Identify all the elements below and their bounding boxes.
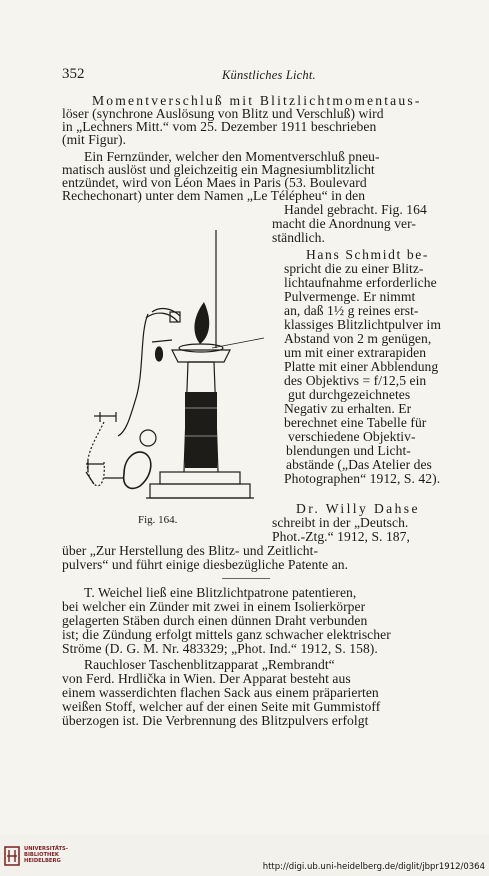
text-line: Negativ zu erhalten. Er — [284, 401, 412, 416]
text-line: gelagerten Stäben durch einen dünnen Draht verbunden — [62, 613, 368, 628]
running-head: Künstliches Licht. — [222, 68, 316, 82]
text-line: Momentverschluß mit Blitzlichtmomentaus- — [92, 93, 422, 108]
text-line: Pulvermenge. Er nimmt — [284, 289, 416, 304]
library-name: UNIVERSITÄTS- BIBLIOTHEK HEIDELBERG — [24, 846, 68, 864]
text-line: verschiedene Objektiv- — [288, 429, 416, 444]
permalink-url[interactable]: http://digi.ub.uni-heidelberg.de/diglit/jbpr1912/0364 — [262, 862, 485, 872]
text-line: ist; die Zündung erfolgt mittels ganz schwacher elektrischer — [62, 627, 391, 642]
flame-icon — [194, 302, 209, 344]
text-line: von Ferd. Hrdlička in Wien. Der Apparat besteht aus — [62, 671, 351, 686]
text-line: (mit Figur). — [62, 132, 127, 147]
text-line: Handel gebracht. Fig. 164 — [284, 202, 427, 217]
page-number: 352 — [62, 66, 85, 82]
text-line: Hans Schmidt be- — [306, 247, 430, 262]
text-line: einem wasserdichten flachen Sack aus einem präparierten — [62, 685, 379, 700]
text-line: berechnet eine Tabelle für — [284, 415, 427, 430]
text-line: Phot.-Ztg.“ 1912, S. 187, — [272, 529, 410, 544]
text-line: Abstand von 2 m genügen, — [284, 331, 432, 346]
text-line: Photographen“ 1912, S. 42). — [284, 471, 441, 486]
text-line: Dr. Willy Dahse — [296, 501, 420, 516]
text-line: matisch auslöst und gleichzeitig ein Magnesiumblitzlicht — [62, 162, 375, 177]
text-line: pulvers“ und führt einige diesbezügliche Patente an. — [62, 557, 349, 572]
text-line: an, daß 1½ g reines erst- — [284, 303, 419, 318]
text-line: des Objektivs = f/12,5 ein — [284, 373, 427, 388]
text-line: Rechechonart) unter dem Namen „Le Télépheu“ in den — [62, 188, 366, 203]
text-line: schreibt in der „Deutsch. — [272, 515, 409, 530]
text-line: entzündet, wird von Léon Maes in Paris (53. Boulevard — [62, 175, 367, 190]
text-line: klassiges Blitzlichtpulver im — [284, 317, 442, 332]
section-divider — [222, 578, 270, 579]
library-logo-icon — [4, 844, 20, 868]
text-line: gut durchgezeichnetes — [288, 387, 411, 402]
text-line: ständlich. — [272, 230, 325, 245]
text-line: Ströme (D. G. M. Nr. 483329; „Phot. Ind.“ 1912, S. 158). — [62, 641, 378, 656]
digitization-footer — [0, 834, 489, 876]
text-line: löser (synchrone Auslösung von Blitz und Verschluß) wird — [62, 106, 384, 121]
text-line: blendungen und Licht- — [286, 443, 411, 458]
text-line: über „Zur Herstellung des Blitz- und Zeitlicht- — [62, 543, 319, 558]
text-line: weißen Stoff, welcher auf der einen Seite mit Gummistoff — [62, 699, 381, 714]
text-line: bei welcher ein Zünder mit zwei in einem Isolierkörper — [62, 599, 366, 614]
text-line: Platte mit einer Abblendung — [284, 359, 439, 374]
text-line: Rauchloser Taschenblitzapparat „Rembrandt“ — [84, 657, 335, 672]
text-line: lichtaufnahme erforderliche — [284, 275, 437, 290]
text-line: überzogen ist. Die Verbrennung des Blitzpulvers erfolgt — [62, 713, 369, 728]
text-line: in „Lechners Mitt.“ vom 25. Dezember 1911 beschrieben — [62, 119, 377, 134]
text-line: um mit einer extrarapiden — [284, 345, 427, 360]
page-header — [62, 66, 464, 84]
text-line: T. Weichel ließ eine Blitzlichtpatrone patentieren, — [84, 585, 357, 600]
text-line: macht die Anordnung ver- — [272, 216, 416, 231]
figure-164 — [64, 222, 270, 518]
flash-apparatus-illustration — [64, 222, 270, 518]
text-line: spricht die zu einer Blitz- — [284, 261, 424, 276]
apparatus-base — [150, 484, 250, 498]
text-line: Ein Fernzünder, welcher den Momentverschluß pneu- — [84, 149, 380, 164]
text-line: abstände („Das Atelier des — [286, 457, 432, 472]
figure-caption: Fig. 164. — [138, 514, 178, 526]
